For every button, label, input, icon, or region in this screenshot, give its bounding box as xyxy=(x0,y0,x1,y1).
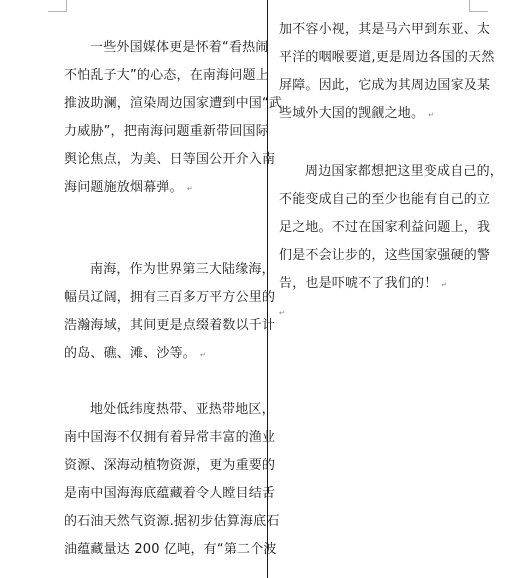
text-line: 不能变成自己的至少也能有自己的立 xyxy=(279,192,491,207)
paragraph-mark: ↵ xyxy=(428,111,435,119)
text-line: 平洋的咽喉要道,更是周边各国的天然 xyxy=(279,50,495,65)
text-line-content: 告，也是吓唬不了我们的！ xyxy=(279,276,438,291)
text-line: 浩瀚海域，其间更是点缀着数以千计 xyxy=(64,318,276,333)
text-line: 的石油天然气资源.据初步估算海底石 xyxy=(64,514,280,529)
text-line xyxy=(64,346,206,362)
paragraph-mark: ↵ xyxy=(186,185,193,193)
text-line: 们是不会让步的，这些国家强硬的警 xyxy=(279,248,491,263)
paragraph-mark: ↵ xyxy=(441,281,448,289)
text-line xyxy=(64,180,193,196)
paragraph-mark: ↵ xyxy=(200,351,207,359)
text-line: 屏障。因此，它成为其周边国家及某 xyxy=(279,78,491,93)
text-line: 一些外国媒体更是怀着“看热闹 xyxy=(90,40,269,55)
text-line: 油蕴藏量达 200 亿吨，有“第二个波 xyxy=(64,542,277,557)
text-line-content: 些域外大国的觊觎之地。 xyxy=(279,106,425,121)
text-line: 是南中国海海底蕴藏着令人瞠目结舌 xyxy=(64,486,276,501)
text-line: 舆论焦点，为美、日等国公开介入南 xyxy=(64,152,276,167)
text-line-content: 海问题施放烟幕弹。 xyxy=(64,180,183,195)
text-line: 幅员辽阔，拥有三百多万平方公里的 xyxy=(64,290,276,305)
text-line: 资源、深海动植物资源，更为重要的 xyxy=(64,458,276,473)
paragraph-mark: ↵ xyxy=(279,309,286,317)
text-line: 地处低纬度热带、亚热带地区， xyxy=(90,402,275,417)
text-line xyxy=(279,106,434,122)
text-line: 南海，作为世界第三大陆缘海， xyxy=(90,262,275,277)
text-line: 周边国家都想把这里变成自己的， xyxy=(305,164,504,179)
crop-mark-top-left xyxy=(48,0,67,12)
text-line: 力威胁”，把南海问题重新带回国际 xyxy=(64,124,269,139)
text-line xyxy=(279,276,447,292)
text-line: 足之地。不过在国家利益问题上，我 xyxy=(279,220,491,235)
text-line-content: 的岛、礁、滩、沙等。 xyxy=(64,346,197,361)
text-line xyxy=(279,304,285,320)
crop-mark-top-right xyxy=(469,0,488,12)
text-line: 不怕乱子大”的心态，在南海问题上 xyxy=(64,68,269,83)
text-line: 加不容小视，其是马六甲到东亚、太 xyxy=(279,22,491,37)
text-line: 推波助澜，渲染周边国家遭到中国“武 xyxy=(64,96,283,111)
text-line: 南中国海不仅拥有着异常丰富的渔业 xyxy=(64,430,276,445)
